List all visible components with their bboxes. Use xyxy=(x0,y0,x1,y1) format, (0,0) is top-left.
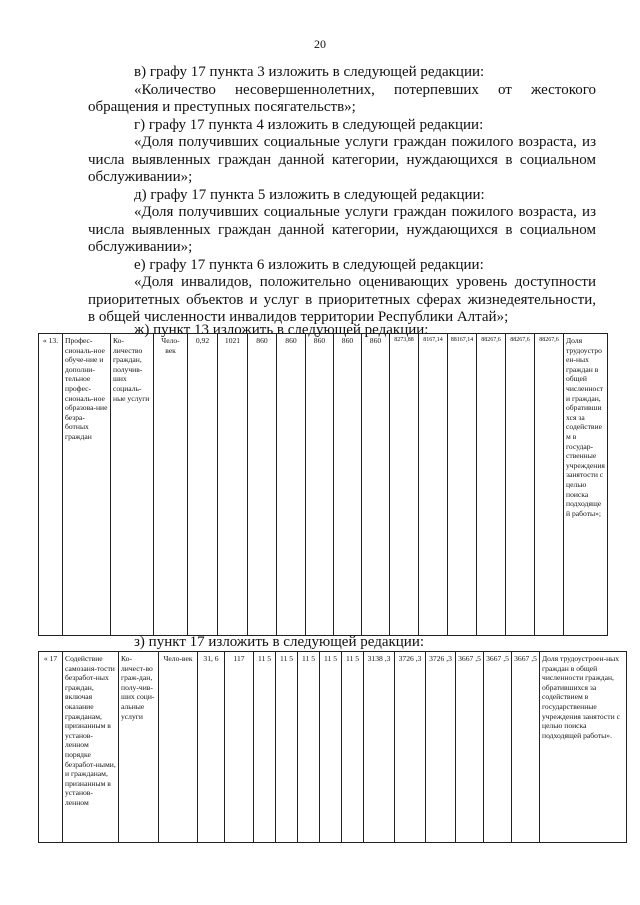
table-cell: 860 xyxy=(334,334,362,636)
item-e-heading: е) графу 17 пункта 6 изложить в следующей редакции: xyxy=(134,257,484,273)
item-d-quote-line-2: числа выявленных граждан данной категории, нуждающихся в социальном xyxy=(88,222,596,238)
table-cell: Ко-личест-во граж-дан, полу-чив-ших соци-альные услуги xyxy=(119,652,159,843)
item-g-heading: г) графу 17 пункта 4 изложить в следующей редакции: xyxy=(134,117,484,133)
item-e-quote-line-3: в общей численности инвалидов территории Республики Алтай»; xyxy=(88,309,509,325)
item-e-quote-line-2: приоритетных объектов и услуг в приоритетных сферах жизнедеятельности, xyxy=(88,292,596,308)
table-cell: 3667 ,5 xyxy=(512,652,540,843)
table-cell: Чело-век xyxy=(154,334,188,636)
table-cell: 0,92 xyxy=(188,334,218,636)
table-point-13 xyxy=(38,333,608,636)
table-cell: Доля трудоустроен-ных граждан в общей численности граждан, обратившихся за содействием в государственные учреждения занятости с целью поиска подходящей работы». xyxy=(540,652,627,843)
table-cell: 117 xyxy=(225,652,254,843)
item-g-quote-line-2: числа выявленных граждан данной категории, нуждающихся в социальном xyxy=(88,152,596,168)
table-point-17 xyxy=(38,651,627,843)
table-cell: 3138 ,3 xyxy=(364,652,395,843)
item-e-quote-line-1: «Доля инвалидов, положительно оценивающих уровень доступности xyxy=(134,274,596,290)
item-d-quote-line-3: обслуживании»; xyxy=(88,239,193,255)
item-zh-heading: ж) пункт 13 изложить в следующей редакции: xyxy=(134,322,429,338)
table-cell: Содействие самозаня-тости безработ-ных граждан, включая оказание гражданам, признанным в установ-ленном порядке безработ-ными, и гражданам, признанным в установ-ленном xyxy=(63,652,119,843)
item-d-heading: д) графу 17 пункта 5 изложить в следующей редакции: xyxy=(134,187,485,203)
table-cell: 88267,6 xyxy=(477,334,506,636)
item-b-heading: в) графу 17 пункта 3 изложить в следующей редакции: xyxy=(134,64,485,80)
table-cell: 1021 xyxy=(218,334,248,636)
table-cell: « 17 xyxy=(39,652,63,843)
item-d-quote-line-1: «Доля получивших социальные услуги граждан пожилого возраста, из xyxy=(134,204,596,220)
table-cell: 88167,14 xyxy=(448,334,477,636)
table-cell: 88267,6 xyxy=(535,334,564,636)
table-cell: 8167,14 xyxy=(419,334,448,636)
item-b-quote-line-1: «Количество несовершеннолетних, потерпевших от жестокого xyxy=(134,82,596,98)
table-cell: 11 5 xyxy=(342,652,364,843)
table-cell: 860 xyxy=(306,334,334,636)
table-cell: 31, 6 xyxy=(198,652,225,843)
table-cell: 3726 ,3 xyxy=(395,652,426,843)
table-cell: 860 xyxy=(362,334,390,636)
item-g-quote-line-3: обслуживании»; xyxy=(88,169,193,185)
table-cell: 3667 ,5 xyxy=(456,652,484,843)
table-cell: Доля трудоустроен-ных граждан в общей численности граждан, обратившихся за содействием в государ-ственные учреждения занятости с целью поиска подходящей работы»; xyxy=(564,334,608,636)
table-cell: Ко-личество граждан, получив-ших социаль-ные услуги xyxy=(111,334,154,636)
table-row xyxy=(39,652,627,843)
table-cell: 11 5 xyxy=(276,652,298,843)
table-cell: 860 xyxy=(277,334,306,636)
item-z-heading: з) пункт 17 изложить в следующей редакции: xyxy=(134,634,425,650)
table-cell: Профес-сиональ-ное обуче-ние и дополни-тельное профес-сиональ-ное образова-ние безра-ботных граждан xyxy=(63,334,111,636)
item-g-quote-line-1: «Доля получивших социальные услуги граждан пожилого возраста, из xyxy=(134,134,596,150)
table-cell: 11 5 xyxy=(254,652,276,843)
table-row xyxy=(39,334,608,636)
table-cell: 88267,6 xyxy=(506,334,535,636)
table-cell: 11 5 xyxy=(320,652,342,843)
table-cell: 8273,88 xyxy=(390,334,419,636)
table-cell: Чело-век xyxy=(159,652,198,843)
table-cell: 11 5 xyxy=(298,652,320,843)
table-cell: 860 xyxy=(248,334,277,636)
table-cell: 3667 ,5 xyxy=(484,652,512,843)
page-number: 20 xyxy=(314,37,326,51)
item-b-quote-line-2: обращения и преступных посягательств»; xyxy=(88,99,356,115)
table-cell: « 13. xyxy=(39,334,63,636)
table-cell: 3726 ,3 xyxy=(426,652,456,843)
